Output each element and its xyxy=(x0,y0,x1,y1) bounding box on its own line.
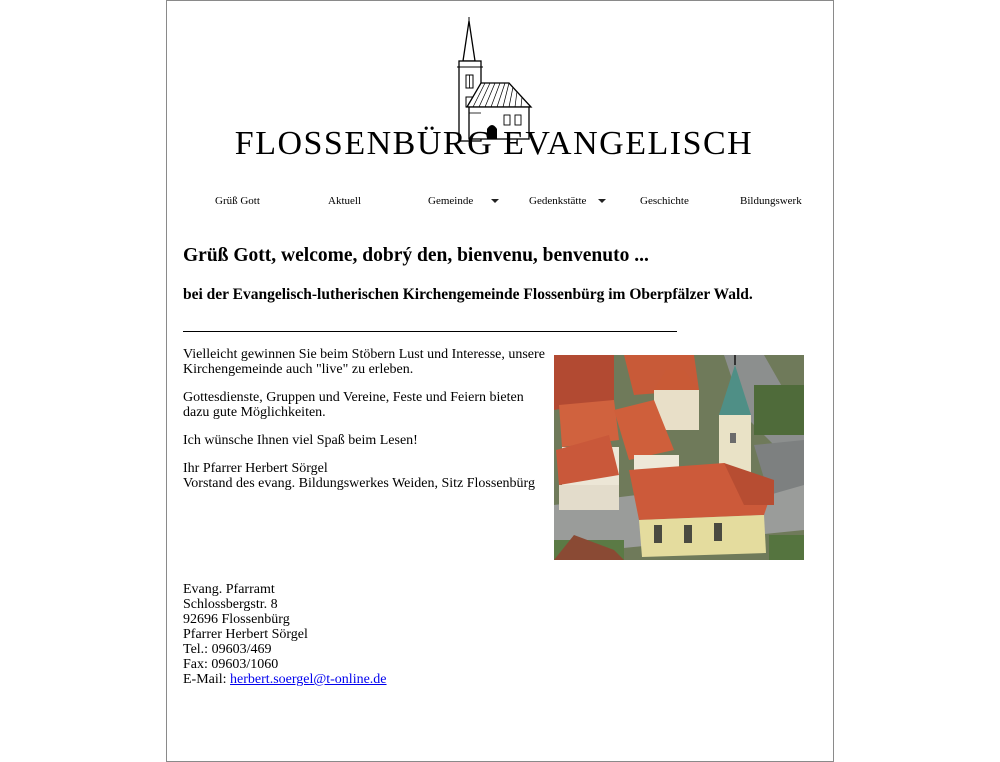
contact-pastor: Pfarrer Herbert Sörgel xyxy=(183,627,308,642)
signature-role: Vorstand des evang. Bildungswerkes Weiden, Sitz Flossenbürg xyxy=(183,476,535,491)
welcome-subheading: bei der Evangelisch-lutherischen Kirchengemeinde Flossenbürg im Oberpfälzer Wald. xyxy=(183,286,753,303)
contact-fax: Fax: 09603/1060 xyxy=(183,657,279,672)
intro-paragraph: Gottesdienste, Gruppen und Vereine, Feste und Feiern bieten dazu gute Möglichkeiten. xyxy=(183,390,524,420)
email-label: E-Mail: xyxy=(183,672,231,687)
nav-item-gedenkstaette[interactable]: Gedenkstätte xyxy=(529,195,587,207)
nav-item-geschichte[interactable]: Geschichte xyxy=(640,195,689,207)
contact-city: 92696 Flossenbürg xyxy=(183,612,290,627)
intro-text xyxy=(183,347,545,504)
signature xyxy=(183,461,545,491)
nav-item-gruss-gott[interactable]: Grüß Gott xyxy=(215,195,260,207)
church-aerial-photo xyxy=(554,355,804,560)
intro-paragraph: Vielleicht gewinnen Sie beim Stöbern Lust und Interesse, unsere Kirchengemeinde auch "live" zu erleben. xyxy=(183,347,545,377)
contact-phone: Tel.: 09603/469 xyxy=(183,642,272,657)
main-nav xyxy=(167,193,833,211)
divider xyxy=(183,331,677,332)
contact-email-row xyxy=(183,672,387,687)
page-frame xyxy=(166,0,834,762)
welcome-heading: Grüß Gott, welcome, dobrý den, bienvenu, benvenuto ... xyxy=(183,245,649,266)
logo-title: FLOSSENBÜRG EVANGELISCH xyxy=(234,125,754,162)
signature-name: Ihr Pfarrer Herbert Sörgel xyxy=(183,461,328,476)
nav-item-aktuell[interactable]: Aktuell xyxy=(328,195,361,207)
gemeinde-dropdown-icon[interactable] xyxy=(491,199,499,203)
contact-street: Schlossbergstr. 8 xyxy=(183,597,278,612)
nav-item-gemeinde[interactable]: Gemeinde xyxy=(428,195,474,207)
contact-office: Evang. Pfarramt xyxy=(183,582,275,597)
intro-paragraph: Ich wünsche Ihnen viel Spaß beim Lesen! xyxy=(183,433,418,448)
nav-item-bildungswerk[interactable]: Bildungswerk xyxy=(740,195,802,207)
email-link[interactable]: herbert.soergel@t-online.de xyxy=(230,672,387,687)
site-logo[interactable] xyxy=(219,17,769,162)
contact-block xyxy=(183,582,387,687)
gedenkstaette-dropdown-icon[interactable] xyxy=(598,199,606,203)
